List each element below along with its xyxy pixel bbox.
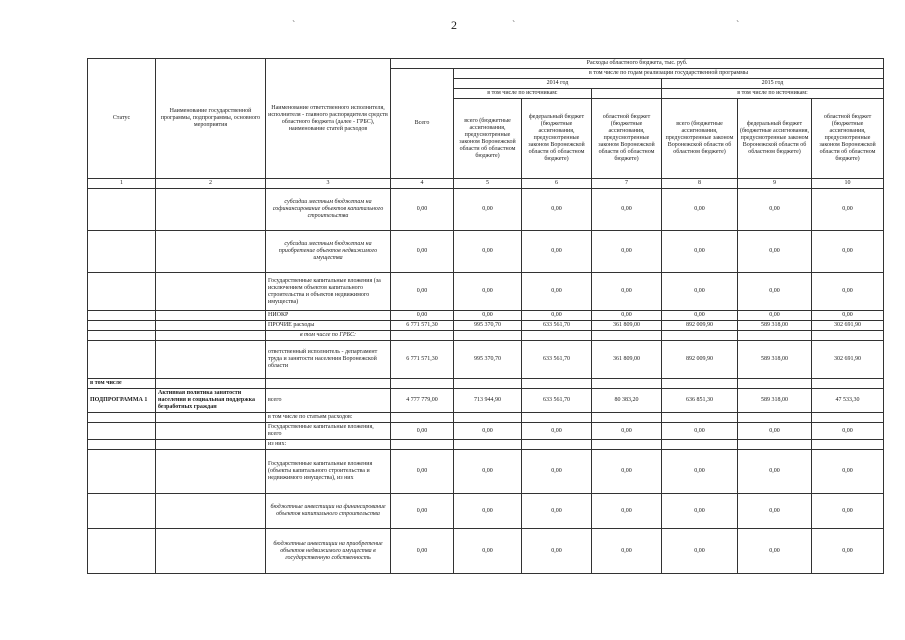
row-value [592,440,662,450]
row-label: в том числе по ГРБС: [266,331,391,341]
row-value: 361 809,00 [592,321,662,331]
row-value [738,413,812,423]
row-value [662,413,738,423]
row-value: 0,00 [662,494,738,529]
row-value: 0,00 [738,231,812,273]
row-value: 47 533,30 [812,389,884,413]
table-body [88,189,884,574]
table-row [88,423,884,440]
row-status [88,273,156,311]
row-program [156,311,266,321]
row-value: 892 009,90 [662,341,738,379]
row-value: 0,00 [454,231,522,273]
scan-speck: ` [736,20,740,31]
row-value: 0,00 [522,189,592,231]
row-program [156,450,266,494]
row-value: 0,00 [522,529,592,574]
row-value: 892 009,90 [662,321,738,331]
row-value: 0,00 [592,529,662,574]
row-value [738,379,812,389]
header-total: Всего [391,69,454,179]
row-label: из них: [266,440,391,450]
row-value: 361 809,00 [592,341,662,379]
row-value: 4 777 779,00 [391,389,454,413]
row-value: 0,00 [522,311,592,321]
row-value [454,440,522,450]
table-row [88,273,884,311]
header-col-all-2014: всего (бюджетные ассигнования, предусмотренные законом Воронежской области об областном бюджете) [454,99,522,179]
row-value [662,440,738,450]
row-value: 633 561,70 [522,389,592,413]
row-value [454,379,522,389]
row-value: 0,00 [592,189,662,231]
row-label: Государственные капитальные вложения (объекты капитального строительства и недвижимого имущества), из них [266,450,391,494]
row-status [88,450,156,494]
row-value: 0,00 [738,311,812,321]
row-value: 0,00 [522,494,592,529]
scan-speck: ` [292,20,296,31]
row-label: ответственный исполнитель - департамент труда и занятости населения Воронежской области [266,341,391,379]
row-value: 0,00 [812,494,884,529]
row-value: 302 691,90 [812,321,884,331]
row-program [156,321,266,331]
row-status [88,440,156,450]
header-sources-2015: в том числе по источникам: [662,89,884,99]
row-program [156,189,266,231]
row-value [812,331,884,341]
row-value: 0,00 [662,450,738,494]
row-value [391,331,454,341]
row-status [88,423,156,440]
column-number: 10 [812,179,884,189]
header-status: Статус [88,59,156,179]
header-blank [592,89,662,99]
header-years: в том числе по годам реализации государственной программы [454,69,884,79]
row-program [156,341,266,379]
row-value: 995 370,70 [454,321,522,331]
row-value: 6 771 571,30 [391,341,454,379]
header-col-federal-2015: федеральный бюджет (бюджетные ассигнования, предусмотренные законом Воронежской области об областном бюджете) [738,99,812,179]
row-value: 0,00 [812,273,884,311]
column-number: 4 [391,179,454,189]
row-value: 0,00 [391,311,454,321]
row-value: 0,00 [592,423,662,440]
column-number: 1 [88,179,156,189]
row-value [592,379,662,389]
page-number: 2 [451,18,457,32]
row-label: всего [266,389,391,413]
scan-speck: ` [512,20,516,31]
row-value: 0,00 [454,189,522,231]
table-row [88,440,884,450]
row-value: 0,00 [812,529,884,574]
header-program: Наименование государственной программы, подпрограммы, основного мероприятия [156,59,266,179]
row-value: 0,00 [662,423,738,440]
row-status: ПОДПРОГРАММА 1 [88,389,156,413]
header-col-regional-2014: областной бюджет (бюджетные ассигнования, предусмотренные законом Воронежской области об областном бюджете) [592,99,662,179]
row-program [156,231,266,273]
row-value: 6 771 571,30 [391,321,454,331]
row-label: субсидии местным бюджетам на приобретение объектов недвижимого имущества [266,231,391,273]
row-value: 0,00 [812,423,884,440]
row-value [662,379,738,389]
row-value: 589 318,00 [738,389,812,413]
row-value: 0,00 [391,494,454,529]
header-col-regional-2015: областной бюджет (бюджетные ассигнования, предусмотренные законом Воронежской области об областном бюджете) [812,99,884,179]
row-value [812,379,884,389]
row-program [156,529,266,574]
row-label [266,379,391,389]
column-number: 8 [662,179,738,189]
row-value [662,331,738,341]
row-value [522,379,592,389]
table-row [88,494,884,529]
row-value: 0,00 [592,231,662,273]
row-status [88,189,156,231]
row-value [454,413,522,423]
row-value: 0,00 [662,273,738,311]
row-label: в том числе по статьям расходов: [266,413,391,423]
row-value: 0,00 [522,273,592,311]
table-row [88,321,884,331]
row-value: 80 383,20 [592,389,662,413]
budget-table [87,58,884,574]
column-numbers-row [88,179,884,189]
header-col-federal-2014: федеральный бюджет (бюджетные ассигнования, предусмотренные законом Воронежской области об областном бюджете) [522,99,592,179]
row-value: 0,00 [812,189,884,231]
row-value: 0,00 [662,231,738,273]
row-value: 0,00 [812,450,884,494]
row-program [156,273,266,311]
column-number: 9 [738,179,812,189]
row-value: 0,00 [592,311,662,321]
row-value: 0,00 [738,423,812,440]
row-value: 0,00 [592,273,662,311]
column-number: 6 [522,179,592,189]
row-value: 0,00 [738,189,812,231]
row-program [156,494,266,529]
column-number: 3 [266,179,391,189]
row-value: 0,00 [738,494,812,529]
row-value: 0,00 [592,450,662,494]
header-col-all-2015: всего (бюджетные ассигнования, предусмотренные законом Воронежской области об областном бюджете) [662,99,738,179]
row-value [391,413,454,423]
row-value: 633 561,70 [522,341,592,379]
table-row [88,389,884,413]
row-value: 302 691,90 [812,341,884,379]
row-status [88,413,156,423]
row-value: 0,00 [454,529,522,574]
row-status [88,231,156,273]
row-value: 0,00 [522,231,592,273]
row-value: 713 944,90 [454,389,522,413]
header-executor: Наименование ответственного исполнителя, исполнителя - главного распорядителя средств областного бюджета (далее - ГРБС), наименование статей расходов [266,59,391,179]
row-label: ПРОЧИЕ расходы [266,321,391,331]
row-value: 0,00 [391,423,454,440]
row-value: 0,00 [391,273,454,311]
row-program [156,331,266,341]
row-value: 0,00 [812,311,884,321]
row-value: 0,00 [391,189,454,231]
row-status [88,529,156,574]
row-label: бюджетные инвестиции на приобретение объектов недвижимого имущества в государственную собственность [266,529,391,574]
row-value: 0,00 [454,273,522,311]
row-value: 0,00 [738,450,812,494]
row-label: бюджетные инвестиции на финансирование объектов капитального строительства [266,494,391,529]
row-label: НИОКР [266,311,391,321]
row-value [522,413,592,423]
row-value [592,413,662,423]
row-value: 589 318,00 [738,321,812,331]
row-value: 0,00 [662,311,738,321]
row-program: Активная политика занятости населения и социальная поддержка безработных граждан [156,389,266,413]
row-value [454,331,522,341]
row-value: 0,00 [454,450,522,494]
row-program [156,440,266,450]
row-value [812,440,884,450]
row-value [812,413,884,423]
row-value: 0,00 [454,494,522,529]
table-row [88,450,884,494]
row-value: 636 851,30 [662,389,738,413]
header-year-2014: 2014 год [454,79,662,89]
table-row [88,379,884,389]
row-value: 589 318,00 [738,341,812,379]
table-row [88,311,884,321]
row-value: 995 370,70 [454,341,522,379]
row-value [522,440,592,450]
table-row [88,331,884,341]
table-row [88,529,884,574]
row-value [738,331,812,341]
row-label: Государственные капитальные вложения, всего [266,423,391,440]
row-value: 0,00 [391,450,454,494]
row-value: 0,00 [812,231,884,273]
row-value: 0,00 [454,423,522,440]
header-year-2015: 2015 год [662,79,884,89]
table-row [88,189,884,231]
column-number: 2 [156,179,266,189]
row-value: 0,00 [391,231,454,273]
column-number: 5 [454,179,522,189]
header-sources-2014: в том числе по источникам: [454,89,592,99]
row-program [156,413,266,423]
row-value: 0,00 [662,189,738,231]
row-program [156,423,266,440]
row-label: Государственные капитальные вложения (за исключением объектов капитального строительства и объектов недвижимого имущества) [266,273,391,311]
row-status [88,321,156,331]
header-expenses: Расходы областного бюджета, тыс. руб. [391,59,884,69]
table-row [88,341,884,379]
row-status [88,311,156,321]
row-value: 0,00 [738,529,812,574]
row-value: 0,00 [522,423,592,440]
row-value: 0,00 [522,450,592,494]
row-status: в том числе [88,379,156,389]
row-program [156,379,266,389]
row-value [592,331,662,341]
row-value: 0,00 [738,273,812,311]
row-status [88,341,156,379]
table-row [88,413,884,423]
row-value [522,331,592,341]
table-row [88,231,884,273]
row-status [88,331,156,341]
row-value [738,440,812,450]
row-value [391,440,454,450]
row-value: 0,00 [454,311,522,321]
row-value: 633 561,70 [522,321,592,331]
row-status [88,494,156,529]
row-value: 0,00 [391,529,454,574]
row-label: субсидии местным бюджетам на софинансирование объектов капитального строительства [266,189,391,231]
row-value: 0,00 [662,529,738,574]
column-number: 7 [592,179,662,189]
row-value: 0,00 [592,494,662,529]
row-value [391,379,454,389]
